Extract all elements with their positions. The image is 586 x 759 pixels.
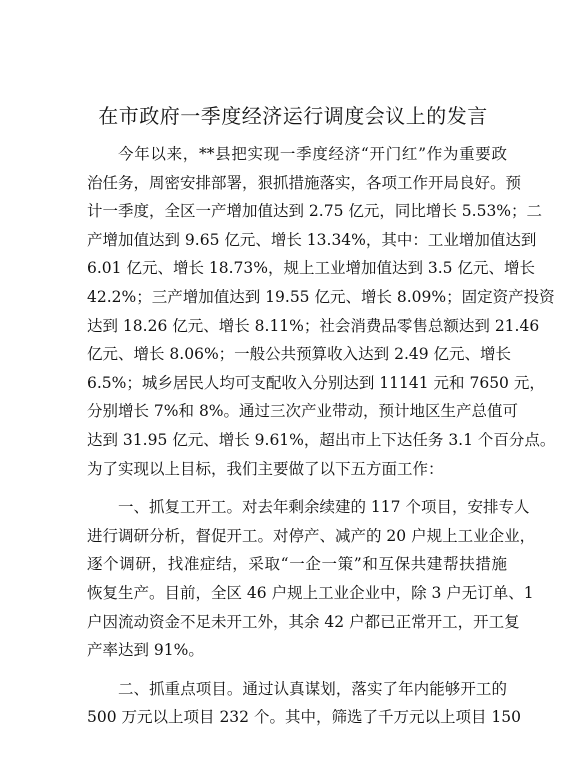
text-line: 6.01 亿元、增长 18.73%，规上工业增加值达到 3.5 亿元、增长 bbox=[87, 259, 535, 278]
text-line: 计一季度，全区一产增加值达到 2.75 亿元，同比增长 5.53%；二 bbox=[87, 202, 543, 221]
text-line: 恢复生产。目前，全区 46 户规上工业企业中，除 3 户无订单、1 bbox=[87, 583, 534, 602]
text-line: 分别增长 7%和 8%。通过三次产业带动，预计地区生产总值可 bbox=[87, 402, 519, 421]
text-line: 6.5%；城乡居民人均可支配收入分别达到 11141 元和 7650 元， bbox=[87, 373, 545, 392]
text-line: 产增加值达到 9.65 亿元、增长 13.34%，其中：工业增加值达到 bbox=[87, 230, 537, 249]
paragraph-key-projects bbox=[87, 675, 521, 732]
text-line: 治任务，周密安排部署，狠抓措施落实，各项工作开局良好。预 bbox=[87, 173, 522, 192]
document-body bbox=[87, 140, 556, 732]
paragraph-overview bbox=[87, 140, 556, 483]
text-line: 逐个调研，找准症结，采取“一企一策”和互保共建帮扶措施 bbox=[87, 555, 507, 574]
text-line: 为了实现以上目标，我们主要做了以下五方面工作： bbox=[87, 459, 444, 478]
text-line: 达到 31.95 亿元、增长 9.61%，超出市上下达任务 3.1 个百分点。 bbox=[87, 430, 556, 449]
text-line: 一、抓复工开工。对去年剩余续建的 117 个项目，安排专人 bbox=[118, 498, 530, 517]
text-line: 产率达到 91%。 bbox=[87, 641, 204, 660]
text-line: 亿元、增长 8.06%；一般公共预算收入达到 2.49 亿元、增长 bbox=[87, 345, 512, 364]
text-line: 户因流动资金不足未开工外，其余 42 户都已正常开工，开工复 bbox=[87, 612, 520, 631]
document-title: 在市政府一季度经济运行调度会议上的发言 bbox=[98, 104, 488, 128]
text-line: 达到 18.26 亿元、增长 8.11%；社会消费品零售总额达到 21.46 bbox=[87, 316, 540, 335]
text-line: 500 万元以上项目 232 个。其中，筛选了千万元以上项目 150 bbox=[87, 708, 521, 727]
text-line: 42.2%；三产增加值达到 19.55 亿元、增长 8.09%；固定资产投资 bbox=[87, 287, 555, 306]
paragraph-resume-work bbox=[87, 493, 536, 665]
text-line: 进行调研分析，督促开工。对停产、减产的 20 户规上工业企业， bbox=[87, 526, 536, 545]
text-line: 今年以来，**县把实现一季度经济“开门红”作为重要政 bbox=[118, 145, 507, 163]
text-line: 二、抓重点项目。通过认真谋划，落实了年内能够开工的 bbox=[118, 679, 507, 698]
